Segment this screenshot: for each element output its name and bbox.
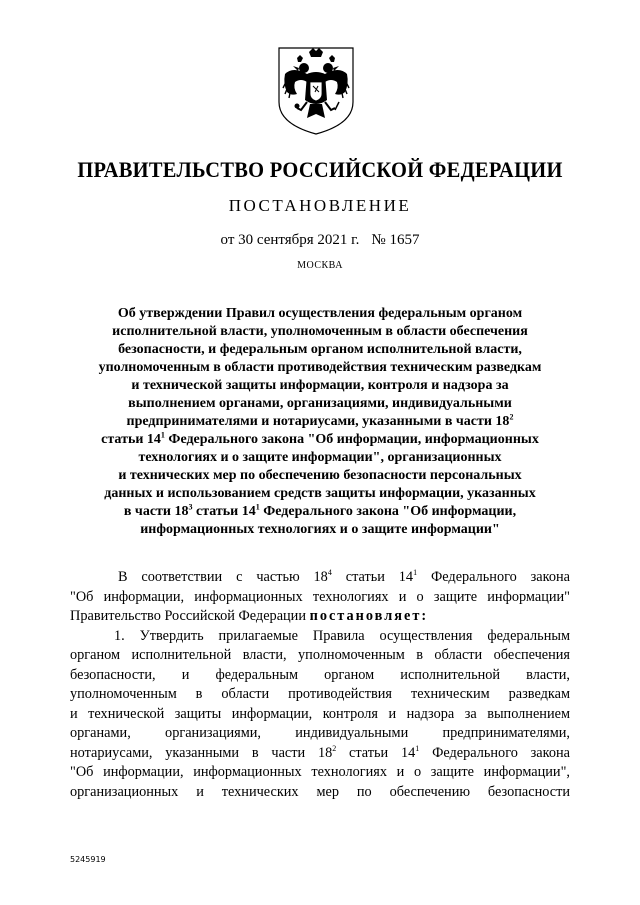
- subject-line: предпринимателями и нотариусами, указанными в части $18^2$: [126, 412, 514, 429]
- body-line: организационных и технических мер по обеспечению безопасности: [70, 783, 570, 800]
- document-date: от 30 сентября 2021 г.: [220, 232, 360, 248]
- body-line: безопасности, и федеральным органом исполнительной власти,: [70, 666, 570, 683]
- barcode-number: 5245919: [70, 855, 106, 864]
- body-line: 1. Утвердить прилагаемые Правила осуществления федеральным: [114, 627, 570, 644]
- document-city: МОСКВА: [297, 260, 343, 271]
- document-type: ПОСТАНОВЛЕНИЕ: [228, 196, 412, 215]
- subject-line: данных и использованием средств защиты информации, указанных: [104, 486, 536, 501]
- subject-line: исполнительной власти, уполномоченным в области обеспечения: [112, 324, 528, 339]
- subject-line: безопасности, и федеральным органом исполнительной власти,: [118, 342, 522, 357]
- subject-line: и технических мер по обеспечению безопасности персональных: [118, 468, 522, 483]
- document-date-number: [0, 232, 640, 249]
- subject-line: выполнением органами, организациями, индивидуальными: [128, 396, 512, 411]
- body-line: В соответствии с частью $18^4$ статьи $14^1$ Федерального закона: [118, 568, 571, 585]
- subject-line: и технической защиты информации, контроля и надзора за: [131, 378, 509, 393]
- government-title: ПРАВИТЕЛЬСТВО РОССИЙСКОЙ ФЕДЕРАЦИИ: [77, 157, 563, 182]
- subject-line: уполномоченным в области противодействия техническим разведкам: [98, 360, 542, 375]
- subject-line: в части $18^3$ статьи $14^1$ Федерального закона "Об информации,: [123, 502, 517, 519]
- body-line: и технической защиты информации, контроля и надзора за выполнением: [70, 705, 570, 722]
- subject-line: технологиях и о защите информации", организационных: [138, 450, 502, 465]
- document-body: [70, 568, 570, 802]
- body-line: Правительство Российской Федерации постановляет:: [70, 608, 429, 624]
- subject-line: информационных технологиях и о защите информации": [140, 522, 500, 537]
- body-line: нотариусами, указанными в части $18^2$ статьи $14^1$ Федерального закона: [70, 743, 571, 761]
- body-line: "Об информации, информационных технологиях и о защите информации": [70, 588, 570, 605]
- body-line: органами, организациями, индивидуальными предпринимателями,: [70, 725, 570, 741]
- number-sign: №: [371, 232, 386, 248]
- document-subject: [70, 305, 570, 539]
- body-line: "Об информации, информационных технологиях и о защите информации",: [70, 764, 570, 780]
- coat-of-arms-icon: [273, 44, 359, 136]
- subject-line: статьи $14^1$ Федерального закона "Об информации, информационных: [101, 430, 539, 447]
- body-line: уполномоченным в области противодействия техническим разведкам: [70, 686, 570, 702]
- body-line: органом исполнительной власти, уполномоченным в области обеспечения: [70, 647, 570, 663]
- decree-word: постановляет:: [309, 608, 429, 624]
- subject-line: Об утверждении Правил осуществления федеральным органом: [117, 306, 523, 321]
- document-number: 1657: [389, 232, 420, 248]
